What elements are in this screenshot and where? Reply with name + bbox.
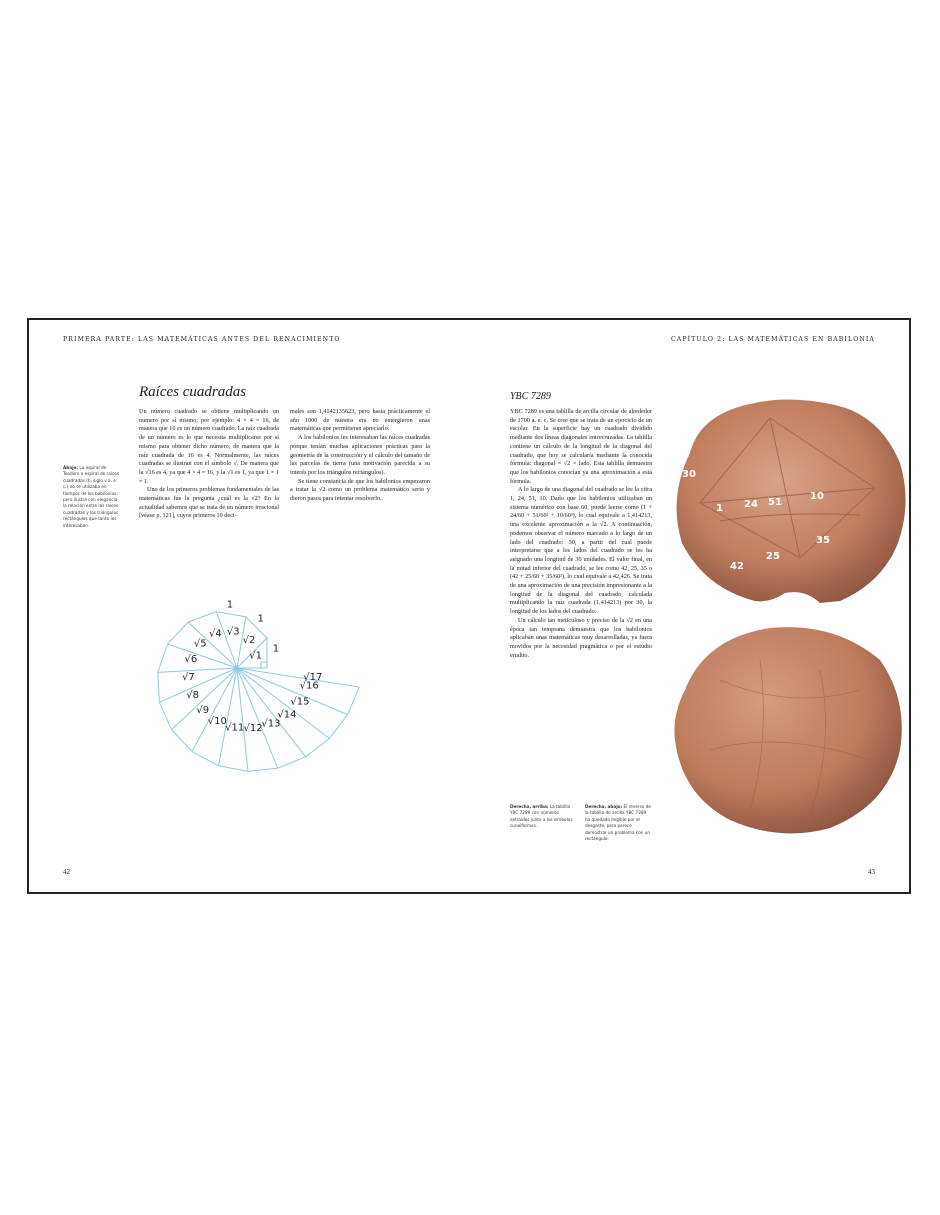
tablet-number-30: 30 xyxy=(682,469,696,480)
tablet-number-25: 25 xyxy=(766,551,780,562)
book-spread xyxy=(27,318,911,894)
spiral-root-label: √12 xyxy=(243,723,263,735)
tablet-number-51: 51 xyxy=(768,497,782,508)
caption-right-bottom-text: El reverso de la tablilla de arcilla YBC 7289 ha quedado ilegible por el desgaste, pero parece demostrar un problema con un rectángulo. xyxy=(585,804,651,842)
spiral-unit-label: 1 xyxy=(272,643,280,655)
paragraph: YBC 7289 es una tablilla de arcilla circular de alrededor de 1700 a. e. c. Se cree que se trata de un ejercicio de un escolar. En la superficie hay un cuadrado dividido mediante dos líneas diagonales entrecruzadas. La tablilla contiene un cálculo de la longitud de la diagonal del cuadrado, que hoy se calcularía mediante la conocida fórmula: diagonal = √2 × lado. Esta tablilla demuestra que los babilonios conocían ya una aproximación a esta fórmula. xyxy=(510,408,652,485)
caption-right-bottom xyxy=(585,804,651,842)
spiral-unit-label: 1 xyxy=(226,599,234,611)
spiral-radius-line xyxy=(237,668,359,687)
section-title-right: YBC 7289 xyxy=(510,391,551,402)
spiral-of-theodorus-figure xyxy=(59,556,469,856)
spiral-unit-edge xyxy=(216,612,246,617)
spiral-unit-edge xyxy=(306,739,330,757)
spiral-root-label: √13 xyxy=(261,718,281,730)
spiral-root-label: √3 xyxy=(226,626,240,638)
text-column-2 xyxy=(290,408,430,504)
spiral-root-label: √1 xyxy=(249,650,262,662)
spiral-root-label: √4 xyxy=(209,628,222,640)
tablet-back-shape xyxy=(674,627,901,833)
spiral-root-label: √17 xyxy=(303,671,323,683)
spiral-unit-edge xyxy=(158,672,160,702)
spiral-unit-edge xyxy=(159,702,171,729)
spiral-unit-edge xyxy=(192,752,218,766)
spiral-root-label: √10 xyxy=(207,716,227,728)
spiral-unit-label: 1 xyxy=(257,613,264,625)
spiral-root-label: √2 xyxy=(242,634,256,646)
spiral-root-label: √6 xyxy=(184,653,198,665)
spiral-root-label: √11 xyxy=(225,722,245,734)
caption-right-bottom-label: Derecha, abajo: xyxy=(585,804,623,809)
tablet-number-1: 1 xyxy=(716,503,723,514)
spiral-unit-edge xyxy=(278,757,306,768)
spiral-unit-edge xyxy=(329,715,347,739)
spiral-root-label: √15 xyxy=(290,696,310,708)
spiral-radius-line xyxy=(216,612,237,668)
caption-left-text: La espiral de Teodoro o espiral de raíces cuadradas (h. siglo v a. e. c.) no se utilizaba en tiempos de los babilonios, pero ilustra con elegancia la relación entre las raíces cuadradas y los triángulos rectángulos que tanto les interesaban. xyxy=(63,465,120,528)
paragraph: Uno de los primeros problemas fundamentales de las matemáticas fue la pregunta ¿cuál es la √2? En la actualidad sabemos que se trata de un número irracional [véase p. 121], cuyos primeros 10 deci- xyxy=(139,486,279,520)
spiral-radius-line xyxy=(237,668,248,771)
spiral-root-label: √9 xyxy=(196,705,210,717)
spiral-radius-line xyxy=(158,668,237,672)
spiral-unit-edge xyxy=(248,768,278,771)
spiral-unit-edge xyxy=(172,730,193,752)
running-head-left: PRIMERA PARTE: LAS MATEMÁTICAS ANTES DEL RENACIMIENTO xyxy=(63,336,341,343)
paragraph: Un número cuadrado se obtiene multiplicando un número por sí mismo; por ejemplo: 4 × 4 = 16, de manera que 16 es un número cuadrado. La raíz cuadrada de un número es lo que necesita multiplicarse por sí mismo para obtener dicho número; de manera que la raíz cuadrada de 16 es 4. Normalmente, las raíces cuadradas se ilustran con el símbolo √. De manera que la √16 es 4, ya que 4 × 4 = 16, y la √1 es 1, ya que 1 × 1 = 1. xyxy=(139,408,279,485)
text-column-1 xyxy=(139,408,279,521)
spiral-unit-edge xyxy=(348,687,360,715)
tablet-front-shape xyxy=(677,399,906,603)
caption-left xyxy=(63,465,121,529)
tablet-number-24: 24 xyxy=(744,499,758,510)
caption-right-top-text: La tablilla YBC 7289 con números extraídos junto a los símbolos cuneiformes. xyxy=(510,804,573,829)
spiral-root-label: √5 xyxy=(193,638,207,650)
text-column-3 xyxy=(510,408,652,660)
caption-right-top xyxy=(510,804,574,830)
paragraph: Un cálculo tan meticuloso y preciso de la √2 en una época tan temprana demuestra que los babilonios aplicaban unas matemáticas muy desarrolladas, ya fuera movidos por la necesidad pragmática o por el estudio erudito. xyxy=(510,616,652,659)
spiral-root-label: √8 xyxy=(186,689,200,701)
paragraph: Se tiene constancia de que los babilonios empezaron a tratar la √2 como un problema matemático serio y dieron pasos para intentar resolverlo. xyxy=(290,477,430,503)
spiral-unit-edge xyxy=(188,612,216,622)
spiral-root-label: √16 xyxy=(299,680,319,692)
spiral-root-label: √7 xyxy=(182,671,195,683)
tablet-number-35: 35 xyxy=(816,535,830,546)
tablet-number-10: 10 xyxy=(810,491,824,502)
tablet-number-42: 42 xyxy=(730,561,744,572)
spiral-unit-edge xyxy=(158,644,168,672)
tablet-front-photo xyxy=(660,393,914,615)
page-number-right: 43 xyxy=(868,868,875,876)
paragraph: A lo largo de una diagonal del cuadrado se lee la cifra 1, 24, 51, 10. Dado que los babilonios utilizaban un sistema numérico con base 60, puede leerse como (1 + 24/60 + 51/60² + 10/60³), lo cual equivale a 1,414213, una excelente aproximación a la √2. A continuación, podemos observar el número marcado a lo largo de un lado del cuadrado: 30, a partir del cual puede interpretarse que a los lados del cuadrado se les ha asignado una longitud de 30 unidades. El valor final, en la mitad inferior del cuadrado, se lee como 42, 25, 35 o (42 + 25/60 + 35/60²), lo cual equivale a 42,426. Se trata de una aproximación de una precisión impresionante a la longitud de la diagonal del cuadrado, calculada multiplicando la raíz cuadrada (1,414213) por 30, la longitud de los lados del cuadrado. xyxy=(510,486,652,616)
caption-left-label: Abajo: xyxy=(63,465,79,470)
section-title-left: Raíces cuadradas xyxy=(139,384,247,400)
caption-right-top-label: Derecha, arriba: xyxy=(510,804,549,809)
spiral-unit-edge xyxy=(219,766,248,772)
paragraph: males son 1,4142135623, pero hasta prácticamente el año 1000 de nuestra era no emergieron unas matemáticas que permitieran apreciarlo. xyxy=(290,408,430,433)
paragraph: A los babilonios les interesaban las raíces cuadradas porque tenían muchas aplicaciones prácticas para la geometría de la construcción y el cálculo del tamaño de las parcelas de tierra (una motivación parecida a su interés por los triángulos rectángulos). xyxy=(290,434,430,476)
right-angle-marker xyxy=(261,662,267,668)
tablet-back-photo xyxy=(660,620,912,838)
spiral-unit-edge xyxy=(168,622,189,644)
page-number-left: 42 xyxy=(63,868,70,876)
spiral-root-label: √14 xyxy=(277,709,297,721)
running-head-right: CAPÍTULO 2: LAS MATEMÁTICAS EN BABILONIA xyxy=(670,336,875,343)
